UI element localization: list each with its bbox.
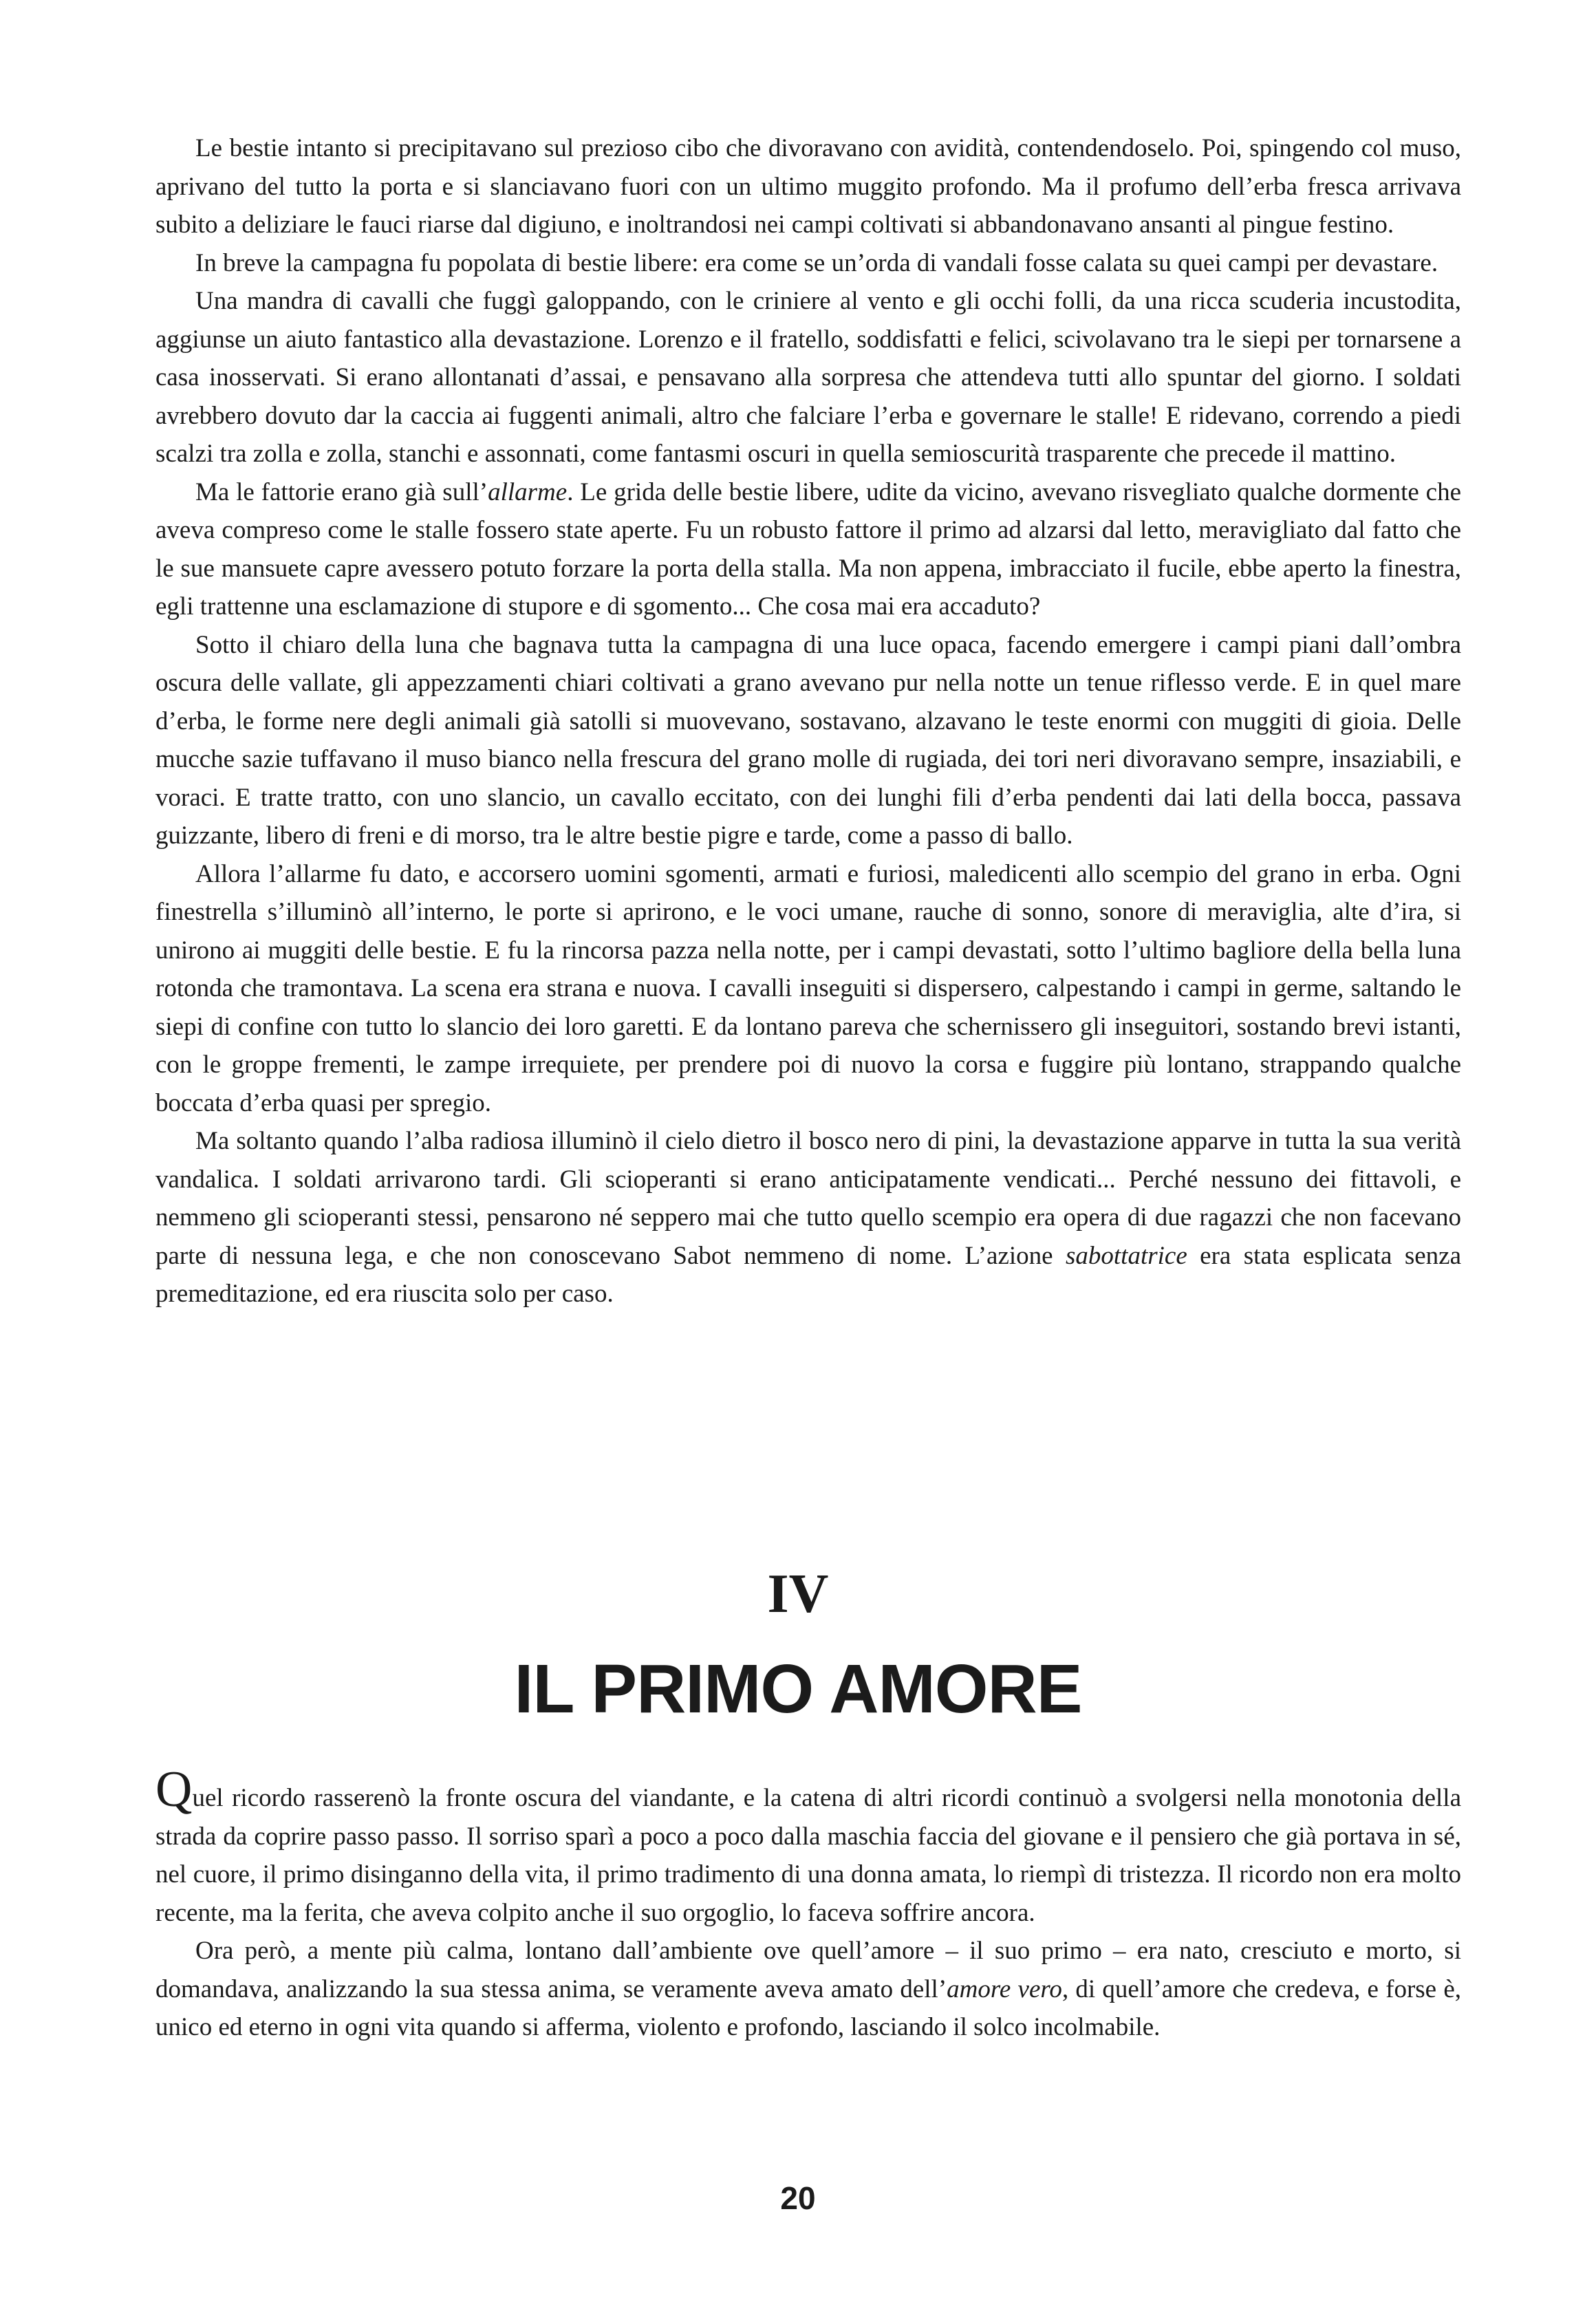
drop-cap: Q — [155, 1761, 193, 1818]
paragraph — [155, 1932, 1461, 2047]
text-run: . Le grida delle bestie libere, udite da vicino, avevano risvegliato qualche dormente che aveva compreso come le stalle fossero state aperte. Fu un robusto fattore il primo ad alzarsi dal letto, meravigliato dal fatto che le sue mansuete capre avessero potuto forzare la porta della stalla. Ma non appena, imbracciato il fucile, ebbe aperto la finestra, egli trattenne una esclamazione di stupore e di sgomento... Che cosa mai era accaduto? — [155, 477, 1462, 621]
chapter-opening-text — [155, 1761, 1461, 2047]
paragraph: Una mandra di cavalli che fuggì galoppando, con le criniere al vento e gli occhi folli, da una ricca scuderia incustodita, aggiunse un aiuto fantastico alla devastazione. Lorenzo e il fratello, soddisfatti e felici, scivolavano tra le siepi per tornarsene a casa inosservati. Si erano allontanati d’assai, e pensavano alla sorpresa che attendeva tutti allo spuntar del giorno. I soldati avrebbero dovuto dar la caccia ai fuggenti animali, altro che falciare l’erba e governare le stalle! E ridevano, correndo a piedi scalzi tra zolla e zolla, stanchi e assonnati, come fantasmi oscuri in quella semioscurità trasparente che precede il mattino. — [155, 287, 1461, 468]
text-run: Ma le fattorie erano già sull’ — [195, 477, 488, 506]
italic-text: allarme — [488, 477, 568, 506]
chapter-number: IV — [767, 1564, 829, 1624]
text-run: era stata esplicata senza premeditazione, ed era riuscita solo per caso. — [155, 1241, 1461, 1308]
italic-text: sabottatrice — [1066, 1241, 1187, 1270]
paragraph — [155, 1122, 1461, 1313]
paragraph: Le bestie intanto si precipitavano sul prezioso cibo che divoravano con avidità, contendendoselo. Poi, spingendo col muso, aprivano del tutto la porta e si slanciavano fuori con un ultimo muggito profondo. Ma il profumo dell’erba fresca arrivava subito a deliziare le fauci riarse dal digiuno, e inoltrandosi nei campi coltivati si abbandonavano ansanti al pingue festino. — [155, 134, 1461, 239]
page-number: 20 — [780, 2180, 816, 2216]
italic-text: amore vero — [947, 1975, 1062, 2003]
paragraph: In breve la campagna fu popolata di bestie libere: era come se un’orda di vandali fosse calata su quei campi per devastare. — [195, 248, 1438, 277]
chapter-title: IL PRIMO AMORE — [514, 1650, 1082, 1728]
story-text-previous-chapter — [155, 129, 1461, 1313]
text-run: Ora però, a mente più calma, lontano dall’ambiente ove quell’amore – il suo primo – era nato, cresciuto e morto, si domandava, analizzando la sua stessa anima, se veramente aveva amato dell’ — [155, 1937, 1461, 2003]
paragraph — [155, 473, 1461, 626]
text-run: uel ricordo rasserenò la fronte oscura del viandante, e la catena di altri ricordi continuò a svolgersi nella monotonia della strada da coprire passo passo. Il sorriso sparì a poco a poco dalla maschia faccia del giovane e il pensiero che già portava in sé, nel cuore, il primo disinganno della vita, il primo tradimento di una donna amata, lo riempì di tristezza. Il ricordo non era molto recente, ma la ferita, che aveva colpito anche il suo orgoglio, lo faceva soffrire ancora. — [155, 1784, 1461, 1927]
paragraph — [155, 1761, 1461, 1932]
text-run: , di quell’amore che credeva, e forse è, unico ed eterno in ogni vita quando si afferma, violento e profondo, lasciando il solco incolmabile. — [155, 1975, 1461, 2041]
paragraph: Allora l’allarme fu dato, e accorsero uomini sgomenti, armati e furiosi, maledicenti allo scempio del grano in erba. Ogni finestrella s’illuminò all’interno, le porte si aprirono, e le voci umane, rauche di sonno, sonore di meraviglia, alte d’ira, si unirono ai muggiti delle bestie. E fu la rincorsa pazza nella notte, per i campi devastati, sotto l’ultimo bagliore della bella luna rotonda che tramontava. La scena era strana e nuova. I cavalli inseguiti si dispersero, calpestando i campi in germe, saltando le siepi di confine con tutto lo slancio dei loro garetti. E da lontano pareva che schernissero gli inseguitori, sostando brevi istanti, con le groppe frementi, le zampe irrequiete, per prendere poi di nuovo la corsa e fuggire più lontano, strappando qualche boccata d’erba quasi per spregio. — [155, 859, 1461, 1117]
text-run: Ma soltanto quando l’alba radiosa illuminò il cielo dietro il bosco nero di pini, la devastazione apparve in tutta la sua verità vandalica. I soldati arrivarono tardi. Gli scioperanti si erano anticipatamente vendicati... Perché nessuno dei fittavoli, e nemmeno gli scioperanti stessi, pensarono né seppero mai che tutto quello scempio era opera di due ragazzi che non facevano parte di nessuna lega, e che non conoscevano Sabot nemmeno di nome. L’azione — [155, 1127, 1461, 1270]
paragraph: Sotto il chiaro della luna che bagnava tutta la campagna di una luce opaca, facendo emergere i campi piani dall’ombra oscura delle vallate, gli appezzamenti chiari coltivati a grano avevano pur nella notte un tenue riflesso verde. E in quel mare d’erba, le forme nere degli animali già satolli si muovevano, sostavano, alzavano le teste enormi con muggiti di gioia. Delle mucche sazie tuffavano il muso bianco nella frescura del grano molle di rugiada, dei tori neri divoravano sempre, insaziabili, e voraci. E tratte tratto, con uno slancio, un cavallo eccitato, con dei lunghi fili d’erba pendenti dai lati della bocca, passava guizzante, libero di freni e di morso, tra le altre bestie pigre e tarde, come a passo di ballo. — [155, 630, 1461, 850]
